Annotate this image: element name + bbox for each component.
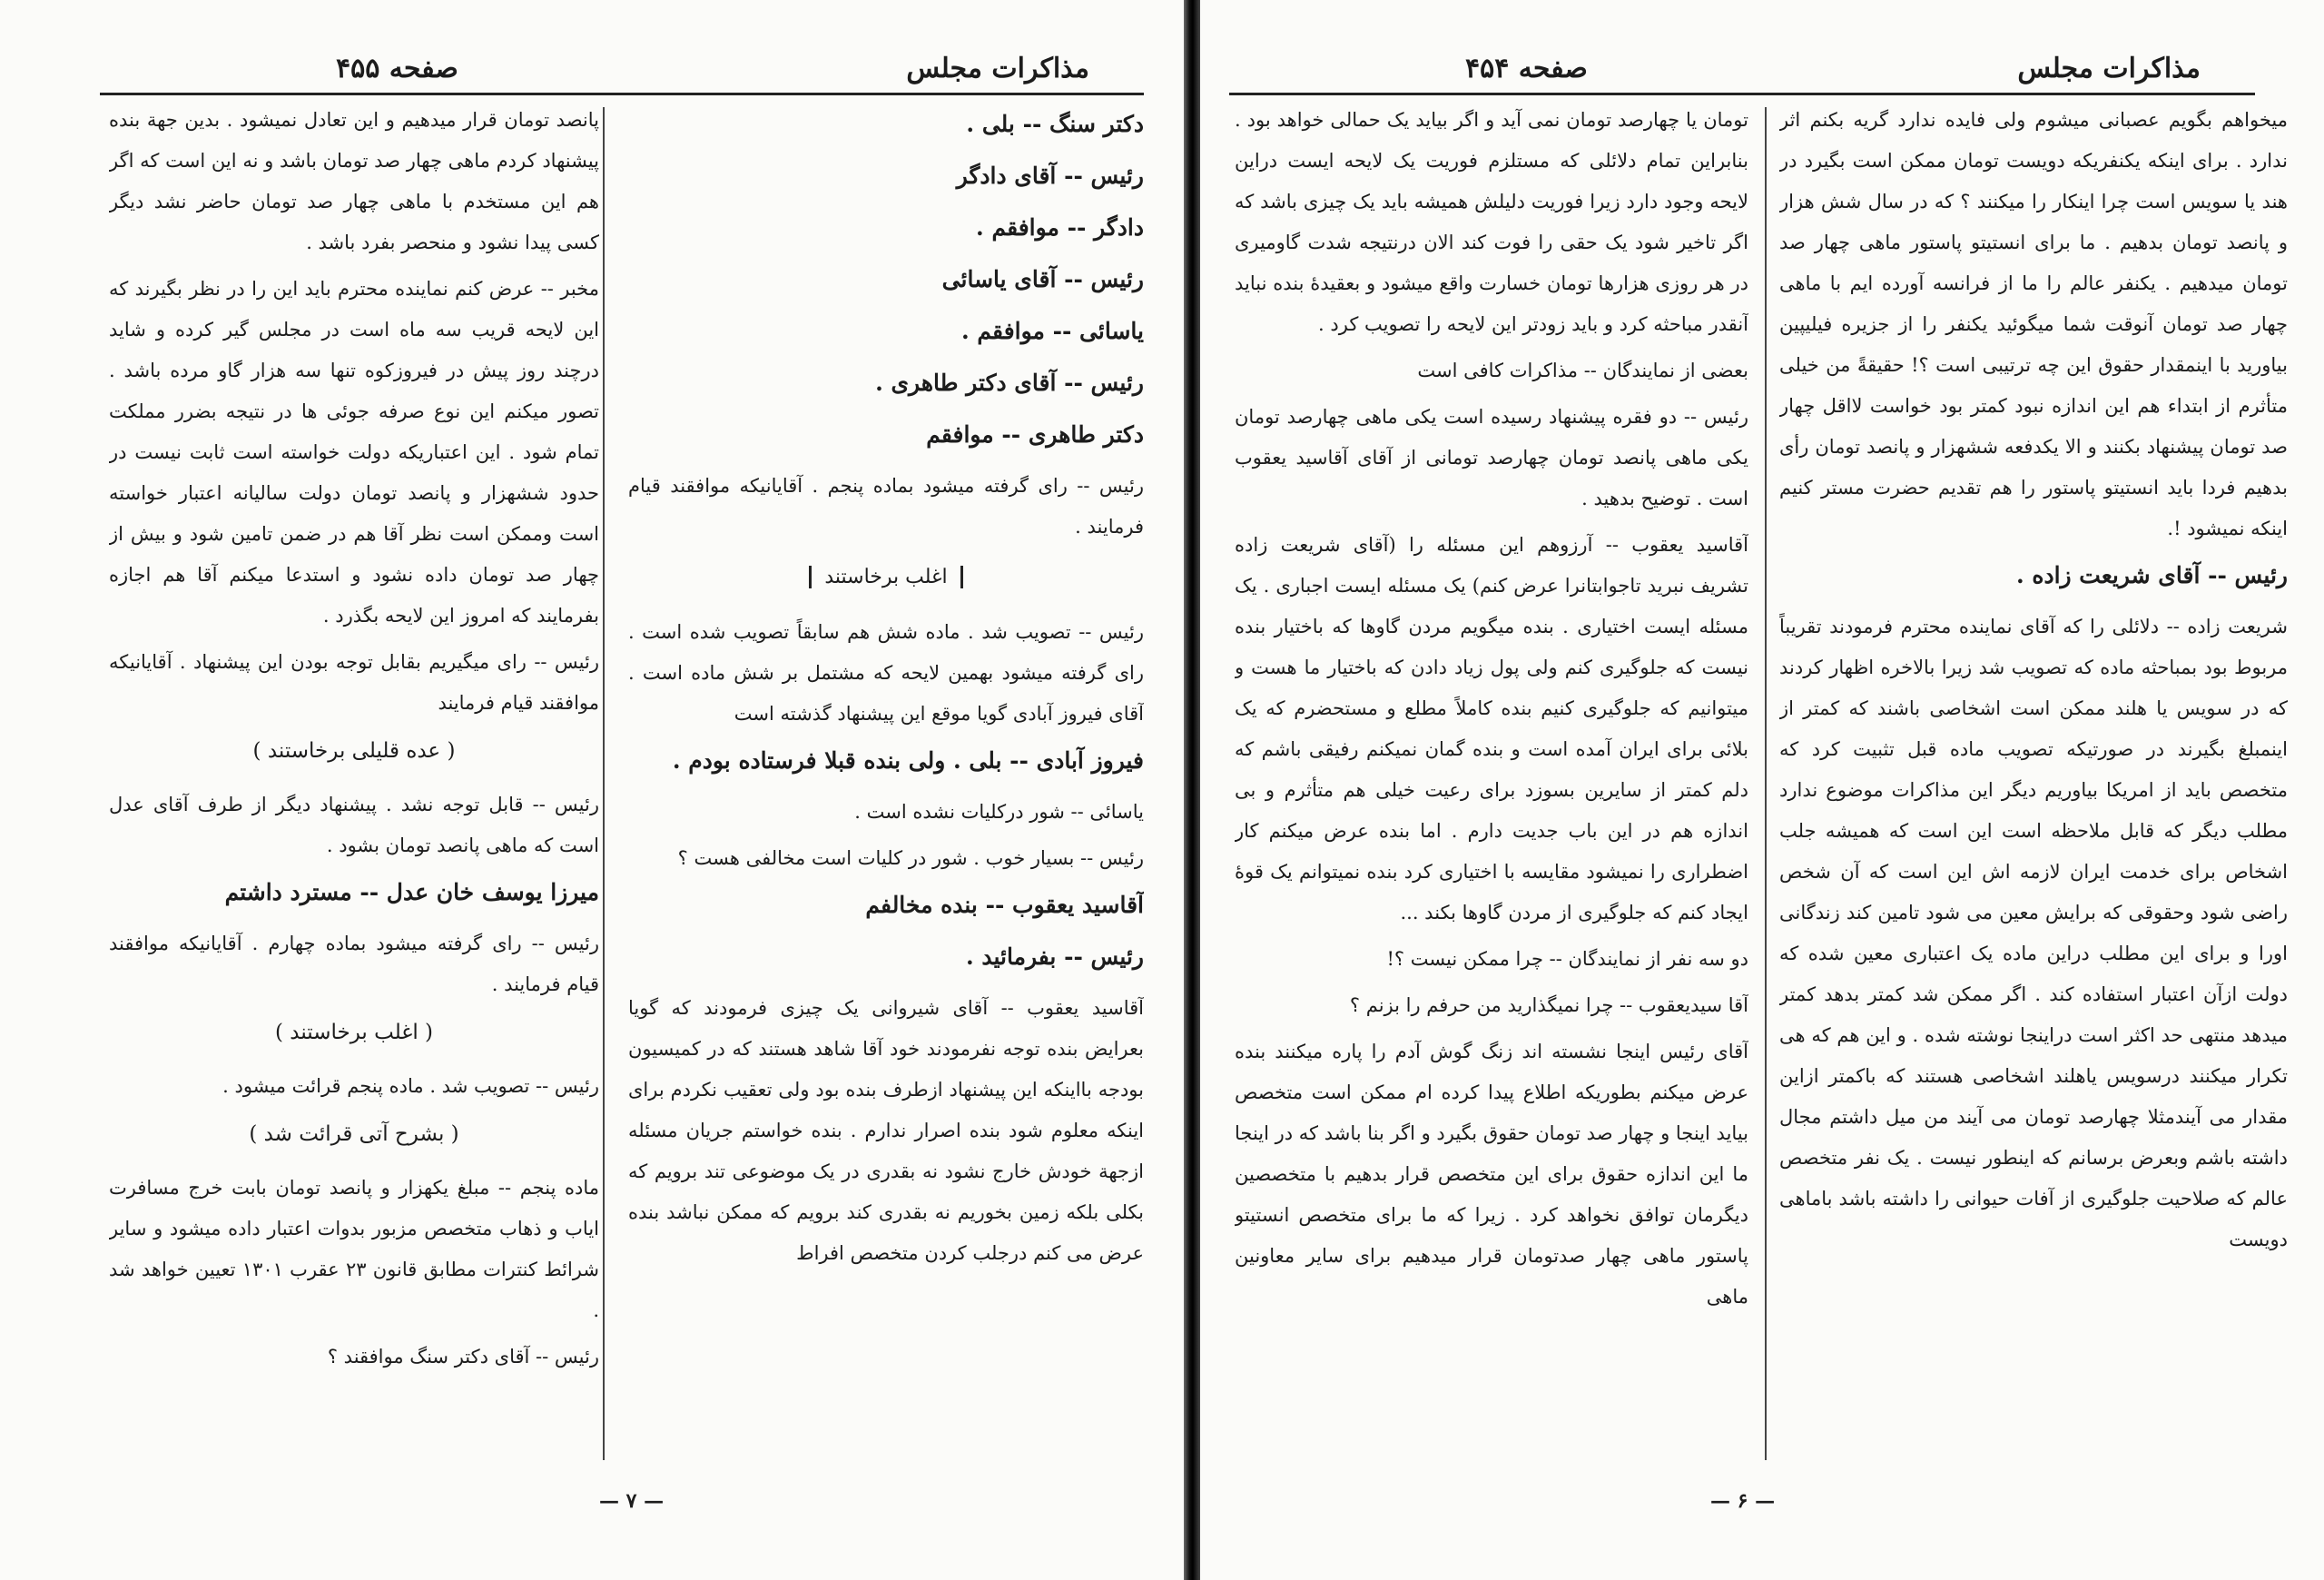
text-column-right: [1779, 100, 2288, 1498]
speaker-line: رئیس -- آقای دادگر: [956, 163, 1144, 189]
stage-direction: ( عده قلیلی برخاستند ): [252, 739, 456, 763]
page-number: صفحه ۴۵۵: [336, 53, 458, 84]
text-column-left: [1235, 100, 1748, 1498]
text-column-right: [628, 100, 1144, 1498]
speaker-line: میرزا یوسف خان عدل -- مسترد داشتم: [224, 879, 599, 905]
paragraph: مخبر -- عرض کنم نماینده محترم باید این را در نظر بگیرند که این لایحه قریب سه ماه است در مجلس گیر کرده و شاید درچند روز پیش در فیروزکوه تنها سه هزار گاو مرده باشد . تصور میکنم این نوع صرفه جوئی ها در نتیجه بضرر مملکت تمام شود . این اعتباریکه دولت خواسته است ثابت نیست در حدود ششهزار و پانصد تومان دولت سالیانه اعتبار خواسته است وممکن است نظر آقا هم در ضمن تامین شود و بیش از چهار صد تومان داده نشود و استدعا میکنم آقا هم اجازه بفرمایند که امروز این لایحه بگذرد .: [109, 278, 599, 627]
paragraph: پانصد تومان قرار میدهیم و این تعادل نمیشود . بدین جهة بنده پیشنهاد کردم ماهی چهار صد تومان باشد و نه این است که اگر هم این مستخدم با ماهی چهار صد تومان حاضر نشد دیگر کسی پیدا نشود و منحصر بفرد باشد .: [109, 109, 599, 253]
paragraph: رئیس -- بسیار خوب . شور در کلیات است مخالفی هست ؟: [677, 847, 1144, 869]
speaker-line: رئیس -- بفرمائید .: [965, 943, 1144, 970]
paragraph: بعضی از نمایندگان -- مذاکرات کافی است: [1417, 360, 1748, 381]
paragraph: دو سه نفر از نمایندگان -- چرا ممکن نیست ؟!: [1386, 948, 1748, 970]
speaker-line: رئیس -- آقای دکتر طاهری .: [875, 370, 1144, 396]
column-divider: [603, 107, 605, 1460]
page-header: [100, 53, 1144, 95]
text-column-left: [109, 100, 599, 1498]
paragraph: آقای رئیس اینجا نشسته اند زنگ گوش آدم را پاره میکنند بنده عرض میکنم بطوریکه اطلاع پیدا کرده ام ممکن است متخصص بیاید اینجا و چهار صد تومان حقوق بگیرد و اگر بنا باشد که در اینجا ما این اندازه حقوق برای این متخصص قرار بدهیم با متخصصین دیگرمان توافق نخواهد کرد . زیرا که ما برای متخصص انستیتو پاستور ماهی چهار صدتومان قرار میدهیم برای سایر معاونین ماهی: [1235, 1041, 1748, 1308]
paragraph: رئیس -- رای گرفته میشود بماده پنجم . آقایانیکه موافقند قیام فرمایند .: [628, 475, 1144, 538]
page-footer-number: — ۷ —: [599, 1489, 665, 1513]
paragraph: آقاسید یعقوب -- آرزوهم این مسئله را (آقای شریعت زاده تشریف نبرید تاجوابتانرا عرض کنم) یک مسئله ایست اجباری . یک مسئله ایست اختیاری . بنده میگویم مردن گاوها که باختیار بنده نیست که جلوگیری کنم ولی پول زیاد دادن که باختیار ما هست و میتوانیم که جلوگیری کنیم بنده کاملاً مطلع و مستحضرم که یک بلائی برای ایران آمده است و بنده گمان نمیکنم رفیقی باشم که دلم کمتر از سایرین بسوزد برای رعیت خیلی هم متأثرم و بی اندازه هم در این باب جدیت دارم . اما بنده عرض میکنم کار اضطراری را نمیشود مقایسه با اختیاری کرد بنده نمیتوانم یک قوهٔ ایجاد کنم که جلوگیری از مردن گاوها بکند ...: [1235, 534, 1748, 923]
speaker-line: فیروز آبادی -- بلی . ولی بنده قبلا فرستاده بودم .: [672, 747, 1144, 774]
bracketed-note: اغلب برخاستند: [809, 566, 962, 588]
stage-direction: ( بشرح آتی قرائت شد ): [249, 1122, 459, 1146]
paragraph: رئیس -- رای میگیریم بقابل توجه بودن این پیشنهاد . آقایانیکه موافقند قیام فرمایند: [109, 651, 599, 714]
paragraph: رئیس -- دو فقره پیشنهاد رسیده است یکی ماهی چهارصد تومان یکی ماهی پانصد تومان چهارصد تومانی از آقای آقاسید یعقوب است . توضیح بدهید .: [1235, 406, 1748, 509]
stage-direction: ( اغلب برخاستند ): [274, 1021, 434, 1044]
paragraph: رئیس -- آقای دکتر سنگ موافقند ؟: [327, 1346, 599, 1368]
paragraph: تومان یا چهارصد تومان نمی آید و اگر بیاید یک حمالی خواهد بود . بنابراین تمام دلائلی که مستلزم فوریت یک لایحه ایست دراین لایحه وجود دارد زیرا فوریت دلیلش همیشه باید یک چیزی باشد که اگر تاخیر شود یک حقی را فوت کند الان درنتیجه شدت گاومیری در هر روزی هزارها تومان خسارت واقع میشود و بعقیدهٔ بنده نباید آنقدر مباحثه کرد و باید زودتر این لایحه را تصویب کرد .: [1235, 109, 1748, 335]
speaker-line: رئیس -- آقای یاسائی: [941, 266, 1144, 292]
paragraph: ماده پنجم -- مبلغ یکهزار و پانصد تومان بابت خرج مسافرت ایاب و ذهاب متخصص مزبور بدوات اعتبار داده میشود و سایر شرائط کنترات مطابق قانون ۲۳ عقرب ۱۳۰۱ تعیین خواهد شد .: [109, 1177, 599, 1321]
stage-direction: [628, 557, 1144, 597]
page-footer-number: — ۶ —: [1710, 1489, 1776, 1513]
paragraph: آقا سیدیعقوب -- چرا نمیگذارید من حرفم را بزنم ؟: [1349, 994, 1748, 1016]
paragraph: رئیس -- قابل توجه نشد . پیشنهاد دیگر از طرف آقای عدل است که ماهی پانصد تومان بشود .: [109, 794, 599, 856]
speaker-line: دادگر -- موافقم .: [976, 214, 1144, 241]
right-page: [1202, 0, 2324, 1580]
speaker-line: رئیس -- آقای شریعت زاده .: [2015, 562, 2288, 588]
paragraph: شریعت زاده -- دلائلی را که آقای نماینده محترم فرمودند تقریباً مربوط بود بمباحثه ماده که تصویب شد زیرا بالاخره اظهار کردند که در سویس یا هلند ممکن است اشخاصی باشند که کمتر از اینمبلغ بگیرند در صورتیکه تصویب ماده قبل تثبیت کرد که متخصص باید از امریکا بیاوریم دیگر این مذاکرات موضوع ندارد مطلب دیگر که قابل ملاحظه است این است که همیشه جلب اشخاص برای خدمت ایران لازمه اش این است که آن شخص راضی شود وحقوقی که برایش معین می شود تامین کند زندگانی اورا و برای این مطلب دراین ماده یک اعتباری معین شده که دولت ازآن اعتبار استفاده کند . اگر ممکن شد کمتر بدهد کمتر میدهد منتهی حد اکثر است دراینجا نوشته شده . و این هم که هی تکرار میکنند درسویس یاهلند اشخاصی هستند که باکمتر ازاین مقدار می آیندمثلا چهارصد تومان می آیند من میل داشتم مجال داشته باشم وبعرض برسانم که اینطور نیست . یک نفر متخصص عالم که صلاحیت جلوگیری از آفات حیوانی را داشته باشد باماهی دویست: [1779, 616, 2288, 1250]
paragraph: آقاسید یعقوب -- آقای شیروانی یک چیزی فرمودند که گویا بعرایض بنده توجه نفرمودند خود آقا شاهد هستند که در کمیسیون بودجه بااینکه این پیشنهاد ازطرف بنده بود ولی تعقیب نکردم برای اینکه معلوم شود بنده اصرار ندارم . بنده خواستم جریان مسئله ازجهة خودش خارج نشود نه بقدری در یک موضوعی تند برویم که بکلی بلکه زمین بخوریم نه بقدری کند برویم که ممکن نباشد بنده عرض می کنم درجلب کردن متخصص افراط: [628, 997, 1144, 1264]
paragraph: رئیس -- تصویب شد . ماده پنجم قرائت میشود .: [222, 1075, 599, 1097]
page-number: صفحه ۴۵۴: [1465, 53, 1588, 84]
paragraph: میخواهم بگویم عصبانی میشوم ولی فایده ندارد گریه بکنم اثر ندارد . برای اینکه یکنفریکه دویست تومان ممکن است بگیرد در هند یا سویس است چرا اینکار را میکنند ؟ که در سال شش هزار و پانصد تومان بدهیم . ما برای انستیتو پاستور ماهی چهار صد تومان میدهیم . یکنفر عالم را ما از فرانسه آورده ایم با ماهی چهار صد تومان آنوقت شما میگوئید یکنفر را از جزیره فیلیپین بیاورید با اینمقدار حقوق این چه ترتیبی است ؟! حقیقةً من خیلی متأثرم از ابتداء هم این اندازه نبود کمتر بود خواست لااقل چهار صد تومان پیشنهاد بکنند و الا یکدفعه ششهزار و پانصد تومان رأی بدهیم فردا باید انستیتو پاستور را هم تقدیم حضرت مستر کنیم اینکه نمیشود !.: [1779, 109, 2288, 539]
book-gutter: [1184, 0, 1200, 1580]
page-header: [1229, 53, 2255, 95]
speaker-line: دکتر سنگ -- بلی .: [966, 111, 1144, 137]
speaker-line: دکتر طاهری -- موافقم: [926, 421, 1144, 448]
paragraph: یاسائی -- شور درکلیات نشده است .: [854, 801, 1144, 823]
paragraph: رئیس -- تصویب شد . ماده شش هم سابقاً تصویب شده است . رای گرفته میشود بهمین لایحه که مشتمل بر شش ماده است . آقای فیروز آبادی گویا موقع این پیشنهاد گذشته است: [628, 621, 1144, 725]
journal-title: مذاکرات مجلس: [2017, 53, 2201, 84]
speaker-line: یاسائی -- موافقم .: [961, 318, 1144, 344]
speaker-line: آقاسید یعقوب -- بنده مخالفم: [865, 892, 1144, 918]
journal-title: مذاکرات مجلس: [906, 53, 1089, 84]
paragraph: رئیس -- رای گرفته میشود بماده چهارم . آقایانیکه موافقند قیام فرمایند .: [109, 933, 599, 995]
column-divider: [1765, 107, 1767, 1460]
